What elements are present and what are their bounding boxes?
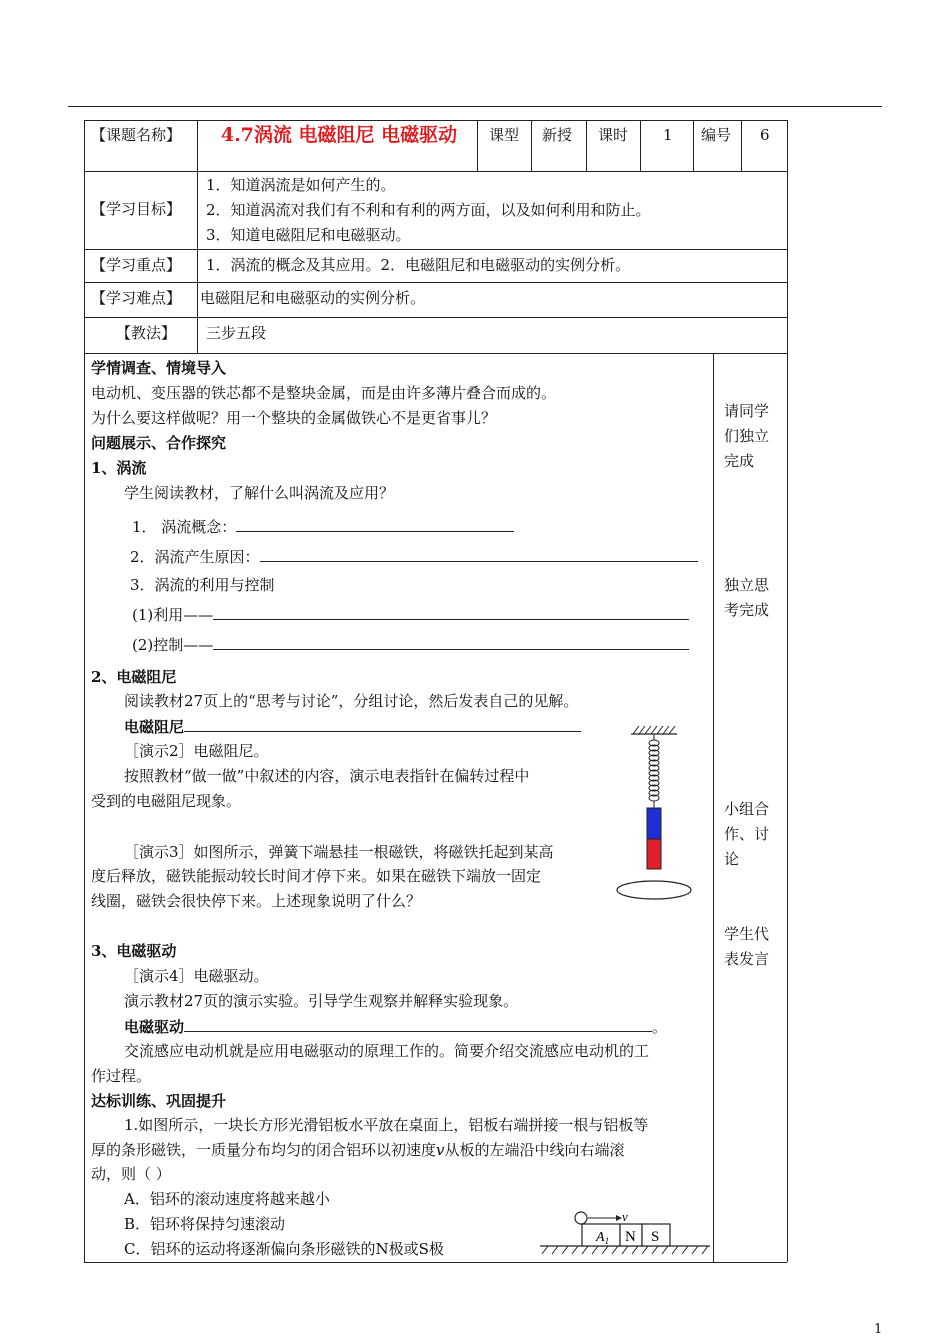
spring (649, 734, 659, 808)
ac-motor-line-2: 作过程。 (91, 1067, 152, 1085)
demo-2-line-2: 受到的电磁阻尼现象。 (91, 792, 242, 810)
damping-intro: 阅读教材27页上的“思考与讨论”，分组讨论，然后发表自己的见解。 (124, 692, 579, 710)
n-pole-label: N (625, 1229, 636, 1245)
keypoints-label: 【学习重点】 (91, 256, 182, 274)
question-1-line-1: 1.如图所示，一块长方形光滑铝板水平放在桌面上，铝板右端拼接一根与铝板等 (124, 1116, 649, 1134)
objective-3: 3．知道电磁阻尼和电磁驱动。 (206, 226, 411, 244)
eddy-control-blank (213, 634, 689, 650)
objective-2: 2．知道涡流对我们有不利和有利的两方面，以及如何利用和防止。 (206, 201, 651, 219)
section-intro-title: 学情调查、情境导入 (91, 359, 227, 377)
demo-3-line-1: ［演示3］如图所示，弹簧下端悬挂一根磁铁，将磁铁托起到某高 (124, 843, 554, 861)
table-hatch (542, 1246, 708, 1254)
eddy-cause-blank (260, 546, 698, 562)
keypoints-text: 1．涡流的概念及其应用。2．电磁阻尼和电磁驱动的实例分析。 (206, 256, 631, 274)
objectives-label: 【学习目标】 (91, 200, 182, 218)
intro-paragraph-1: 电动机、变压器的铁芯都不是整块金属，而是由许多薄片叠合而成的。 (91, 384, 557, 402)
page-number: 1 (874, 1322, 883, 1337)
eddy-question-1: 1． 涡流概念： (132, 516, 514, 537)
magnet-south (647, 839, 661, 869)
eddy-question-2: 2．涡流产生原因： (130, 546, 698, 567)
hours-label: 课时 (598, 126, 629, 144)
drive-blank (184, 1016, 652, 1032)
demo-2: ［演示2］电磁阻尼。 (124, 742, 269, 760)
damping-definition: 电磁阻尼 (124, 716, 581, 737)
option-c: C．铝环的运动将逐渐偏向条形磁铁的N极或S极 (124, 1240, 444, 1258)
eddy-title: 1、涡流 (91, 459, 147, 477)
method-label: 【教法】 (116, 324, 177, 342)
drive-title: 3、电磁驱动 (91, 942, 177, 960)
side-note-independent: 请同学 们独立 完成 (724, 402, 770, 470)
eddy-use: (1)利用—— (132, 604, 689, 625)
type-value: 新授 (542, 126, 573, 144)
spring-magnet-figure (606, 720, 706, 910)
eddy-question-3: 3．涡流的利用与控制 (130, 576, 275, 594)
velocity-label: v (622, 1209, 628, 1224)
eddy-control: (2)控制—— (132, 634, 689, 655)
coil (617, 881, 691, 899)
eddy-use-blank (213, 604, 689, 620)
demo-3-line-3: 线圈，磁铁会很快停下来。上述现象说明了什么？ (91, 892, 422, 910)
topic-label: 【课题名称】 (91, 126, 182, 144)
method-text: 三步五段 (206, 324, 267, 342)
option-a: A．铝环的滚动速度将越来越小 (124, 1190, 330, 1208)
number-label: 编号 (701, 126, 732, 144)
lesson-title: 4.7涡流 电磁阻尼 电磁驱动 (220, 124, 458, 146)
difficulties-label: 【学习难点】 (91, 289, 182, 307)
damping-blank (184, 716, 581, 732)
number-value: 6 (760, 126, 770, 144)
demo-4: ［演示4］电磁驱动。 (124, 967, 269, 985)
header-rule (68, 106, 882, 107)
plate-magnet-figure (538, 1206, 714, 1260)
demo-3-line-2: 度后释放，磁铁能振动较长时间才停下来。如果在磁铁下端放一固定 (91, 867, 542, 885)
difficulties-text: 电磁阻尼和电磁驱动的实例分析。 (200, 289, 426, 307)
eddy-intro: 学生阅读教材，了解什么叫涡流及应用？ (124, 484, 395, 502)
intro-paragraph-2: 为什么要这样做呢？用一个整块的金属做铁心不是更省事儿？ (91, 409, 497, 427)
side-note-group: 小组合 作、讨 论 (724, 800, 770, 868)
demo-4-line: 演示教材27页的演示实验。引导学生观察并解释实验现象。 (124, 992, 519, 1010)
question-1-line-3: 动，则（ ） (91, 1165, 171, 1183)
section-explore-title: 问题展示、合作探究 (91, 434, 227, 452)
plate-label: $A_1$ (596, 1230, 610, 1246)
type-label: 课型 (489, 126, 520, 144)
objective-1: 1．知道涡流是如何产生的。 (206, 176, 396, 194)
hours-value: 1 (663, 126, 673, 144)
ac-motor-line-1: 交流感应电动机就是应用电磁驱动的原理工作的。简要介绍交流感应电动机的工 (124, 1042, 650, 1060)
demo-2-line-1: 按照教材“做一做”中叙述的内容，演示电表指针在偏转过程中 (124, 767, 530, 785)
drive-definition: 电磁驱动 。 (124, 1018, 668, 1036)
eddy-concept-blank (236, 516, 514, 532)
section-practice-title: 达标训练、巩固提升 (91, 1092, 227, 1110)
question-1-line-2: 厚的条形磁铁，一质量分布均匀的闭合铝环以初速度v从板的左端沿中线向右端滚 (91, 1141, 625, 1159)
damping-title: 2、电磁阻尼 (91, 668, 177, 686)
ceiling-hatch (633, 726, 675, 734)
aluminum-ring (575, 1212, 587, 1224)
s-pole-label: S (651, 1229, 660, 1245)
option-b: B．铝环将保持匀速滚动 (124, 1215, 286, 1233)
side-note-present: 学生代 表发言 (724, 925, 770, 968)
magnet-north (647, 808, 661, 839)
side-note-think: 独立思 考完成 (724, 576, 770, 619)
